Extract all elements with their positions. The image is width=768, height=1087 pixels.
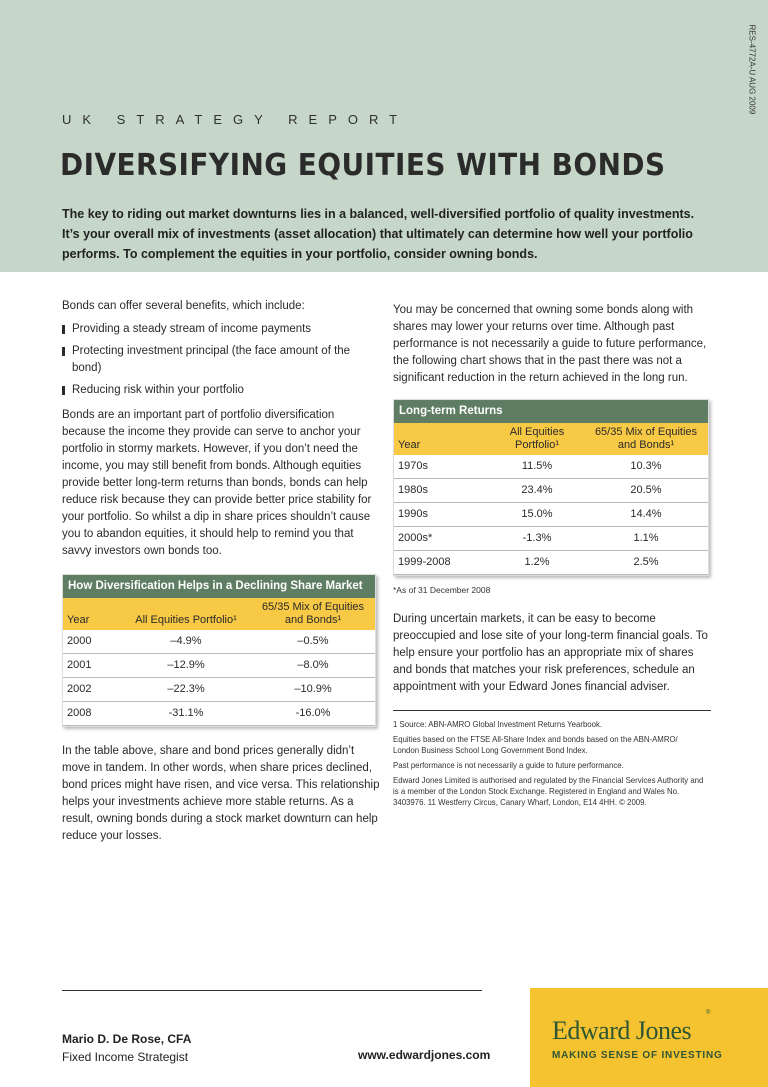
table-caption: Long-term Returns — [394, 400, 708, 423]
table-cell: 2000 — [63, 630, 121, 654]
author-title: Fixed Income Strategist — [62, 1050, 189, 1064]
table-cell: 1.2% — [490, 551, 584, 575]
table-cell: –12.9% — [121, 654, 251, 678]
footnote: Edward Jones Limited is authorised and regulated by the Financial Services Authority and is a member of the London Stock Exchange. Registered in England and Wales No. 3403976. 11 Westferry Circus, Canary Wharf, London, E14 4HH. © 2009. — [393, 775, 704, 807]
table-row — [394, 479, 708, 503]
footnote: 1 Source: ABN-AMRO Global Investment Returns Yearbook. — [393, 719, 603, 729]
table-cell: 2000s* — [394, 527, 490, 551]
table-row — [63, 654, 375, 678]
author-name: Mario D. De Rose, CFA — [62, 1032, 192, 1046]
table-cell: 1990s — [394, 503, 490, 527]
column-header: Year — [63, 598, 121, 630]
table-row — [63, 678, 375, 702]
table-cell: 20.5% — [584, 479, 708, 503]
column-header: All Equities Portfolio¹ — [490, 423, 584, 455]
column-header: 65/35 Mix of Equities and Bonds¹ — [251, 598, 375, 630]
benefits-lead: Bonds can offer several benefits, which include: — [62, 300, 305, 312]
page-title: DIVERSIFYING EQUITIES WITH BONDS — [60, 148, 666, 183]
table-cell: 1970s — [394, 455, 490, 479]
document-code: RES-4772A-U AUG 2009 — [747, 24, 757, 115]
table-cell: 14.4% — [584, 503, 708, 527]
table-cell: -16.0% — [251, 702, 375, 726]
declining-market-table — [62, 574, 376, 727]
table-cell: 2008 — [63, 702, 121, 726]
diversification-paragraph: Bonds are an important part of portfolio diversification because the income they provide can serve to anchor your portfolio in stormy markets. However, if you don’t need the income, you may still benefit from bonds. Although equities provide better long-term returns than bonds, bonds can help reduce risk because they can provide better price stability for your portfolio. So whilst a dip in share prices shouldn’t cause you to abandon equities, it should help to remind you that savvy investors own bonds too. — [62, 409, 372, 557]
column-header: All Equities Portfolio¹ — [121, 598, 251, 630]
table-cell: 1.1% — [584, 527, 708, 551]
table-row — [394, 455, 708, 479]
table-cell: 2002 — [63, 678, 121, 702]
logo-tagline: MAKING SENSE OF INVESTING — [552, 1050, 723, 1061]
table-row — [63, 702, 375, 726]
edward-jones-logo — [530, 988, 768, 1087]
left-column — [62, 298, 380, 845]
table-cell: 1980s — [394, 479, 490, 503]
column-header: 65/35 Mix of Equities and Bonds¹ — [584, 423, 708, 455]
table-cell: 1999-2008 — [394, 551, 490, 575]
long-term-returns-table — [393, 399, 709, 576]
footnotes — [393, 719, 711, 808]
concern-paragraph: You may be concerned that owning some bonds along with shares may lower your returns over time. Although past performance is not necessarily a guide to future performance, the following chart shows that in the past there was not a significant reduction in the return achieved in the long run. — [393, 304, 707, 384]
table-cell: -1.3% — [490, 527, 584, 551]
table-cell: –10.9% — [251, 678, 375, 702]
tandem-paragraph: In the table above, share and bond prices generally didn’t move in tandem. In other words, when share prices declined, bond prices might have risen, and vice versa. This relationship helps your investments achieve more stable returns. As a result, owning bonds during a stock market downturn can help reduce your losses. — [62, 745, 380, 842]
table-cell: 10.3% — [584, 455, 708, 479]
footer-divider — [62, 990, 482, 991]
table-cell: –4.9% — [121, 630, 251, 654]
logo-wordmark: Edward Jones — [552, 1016, 692, 1045]
website-link[interactable]: www.edwardjones.com — [358, 1048, 491, 1062]
table-row — [394, 551, 708, 575]
report-kicker: UK STRATEGY REPORT — [62, 112, 409, 127]
table-cell: 15.0% — [490, 503, 584, 527]
table-cell: 11.5% — [490, 455, 584, 479]
intro-paragraph: The key to riding out market downturns lies in a balanced, well-diversified portfolio of quality investments. It’s your overall mix of investments (asset allocation) that ultimately can determine how well your portfolio performs. To complement the equities in your portfolio, consider owning bonds. — [62, 207, 695, 261]
table-row — [63, 630, 375, 654]
table-row — [394, 503, 708, 527]
author-block — [62, 1030, 191, 1066]
footnote: Equities based on the FTSE All-Share Index and bonds based on the ABN-AMRO/ London Business School Long Government Bond Index. — [393, 734, 678, 755]
table-cell: 2001 — [63, 654, 121, 678]
list-item: Protecting investment principal (the face amount of the bond) — [62, 343, 380, 377]
uncertain-markets-paragraph: During uncertain markets, it can be easy to become preoccupied and lose site of your long-term financial goals. To help ensure your portfolio has an appropriate mix of shares and bonds that matches your risk preferences, schedule an appointment with your Edward Jones financial adviser. — [393, 613, 708, 693]
footnote-divider — [393, 710, 711, 711]
table-footnote: *As of 31 December 2008 — [393, 585, 491, 595]
table-cell: –0.5% — [251, 630, 375, 654]
table-cell: 23.4% — [490, 479, 584, 503]
registered-mark: ® — [706, 1010, 711, 1016]
table-cell: -31.1% — [121, 702, 251, 726]
table-cell: 2.5% — [584, 551, 708, 575]
table-caption: How Diversification Helps in a Declining Share Market — [63, 575, 375, 598]
table-cell: –8.0% — [251, 654, 375, 678]
benefits-list — [62, 321, 380, 399]
list-item: Reducing risk within your portfolio — [62, 382, 380, 399]
right-column — [393, 302, 711, 812]
column-header: Year — [394, 423, 490, 455]
footnote: Past performance is not necessarily a guide to future performance. — [393, 760, 624, 770]
list-item: Providing a steady stream of income payments — [62, 321, 380, 338]
table-cell: –22.3% — [121, 678, 251, 702]
table-row — [394, 527, 708, 551]
